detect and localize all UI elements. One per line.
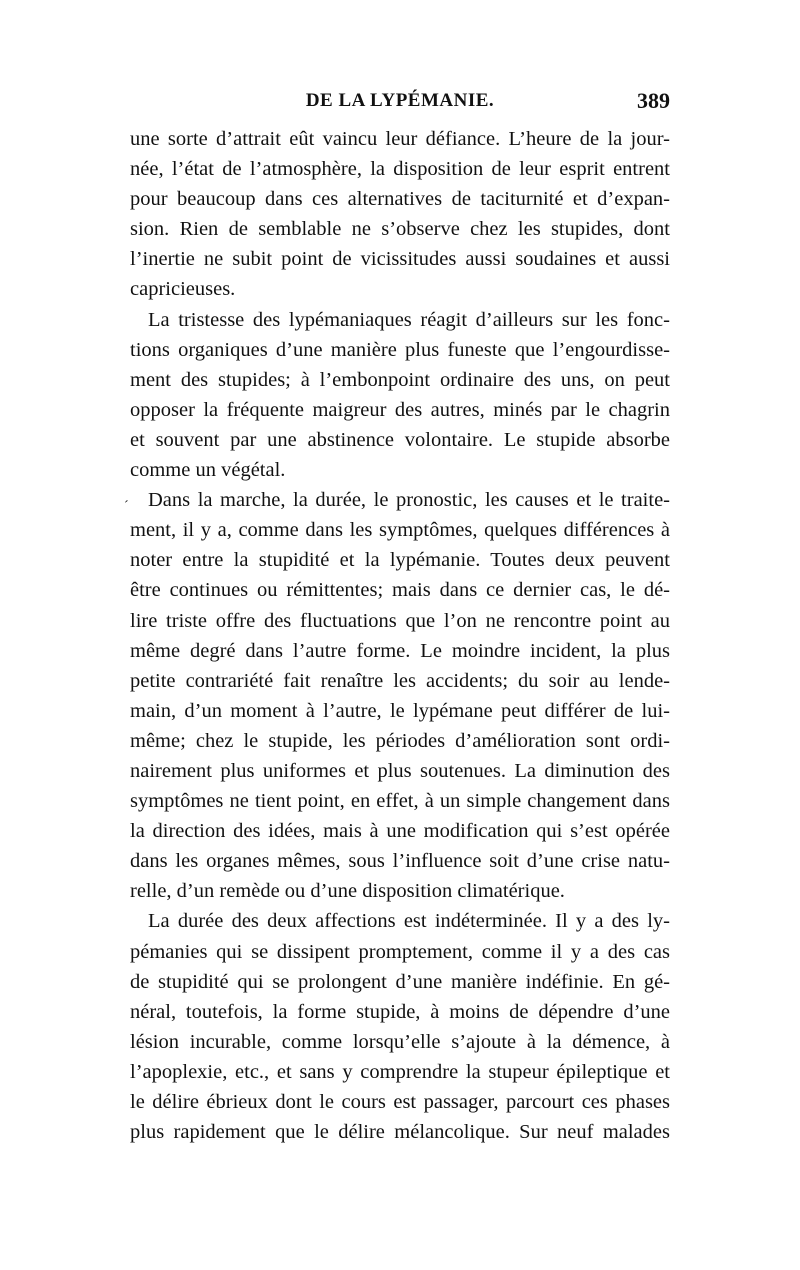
text-line: pour beaucoup dans ces alternatives de taciturnité et d’expan-	[130, 188, 670, 211]
text-line: une sorte d’attrait eût vaincu leur défiance. L’heure de la jour-	[130, 128, 670, 150]
text-line: symptômes ne tient point, en effet, à un simple changement dans	[130, 790, 670, 813]
running-title: DE LA LYPÉMANIE.	[305, 90, 495, 111]
paragraph-start-line: Dans la marche, la durée, le pronostic, les causes et le traite-	[148, 489, 670, 512]
text-line: être continues ou rémittentes; mais dans ce dernier cas, le dé-	[130, 579, 670, 602]
text-line: petite contrariété fait renaître les accidents; du soir au lende-	[130, 669, 670, 692]
text-line: même; chez le stupide, les périodes d’amélioration sont ordi-	[130, 729, 670, 752]
text-line: dans les organes mêmes, sous l’influence soit d’une crise natu-	[130, 850, 670, 873]
text-line: ment des stupides; à l’embonpoint ordinaire des uns, on peut	[130, 368, 670, 391]
paragraph-start-line: La tristesse des lypémaniaques réagit d’ailleurs sur les fonc-	[148, 308, 670, 331]
body-text	[130, 124, 670, 1147]
text-line: noter entre la stupidité et la lypémanie. Toutes deux peuvent	[130, 549, 670, 572]
page-number: 389	[637, 88, 670, 113]
page-header	[130, 90, 670, 120]
text-line: relle, d’un remède ou d’une disposition climatérique.	[130, 880, 565, 903]
text-line: comme un végétal.	[130, 459, 286, 482]
text-line: la direction des idées, mais à une modification qui s’est opérée	[130, 820, 670, 843]
text-line: pémanies qui se dissipent promptement, comme il y a des cas	[130, 940, 670, 963]
text-line: de stupidité qui se prolongent d’une manière indéfinie. En gé-	[130, 970, 670, 993]
text-line: née, l’état de l’atmosphère, la disposition de leur esprit entrent	[130, 158, 670, 181]
text-line: lésion incurable, comme lorsqu’elle s’ajoute à la démence, à	[130, 1030, 670, 1053]
text-line: plus rapidement que le délire mélancolique. Sur neuf malades	[130, 1121, 670, 1144]
margin-mark: ´	[124, 499, 129, 514]
text-line: opposer la fréquente maigreur des autres, minés par le chagrin	[130, 398, 670, 421]
paragraph-start-line: La durée des deux affections est indéterminée. Il y a des ly-	[148, 910, 670, 933]
text-line: et souvent par une abstinence volontaire. Le stupide absorbe	[130, 428, 670, 451]
text-line: ment, il y a, comme dans les symptômes, quelques différences à	[130, 519, 670, 542]
text-line: lire triste offre des fluctuations que l’on ne rencontre point au	[130, 609, 670, 632]
text-line: nairement plus uniformes et plus soutenues. La diminution des	[130, 759, 670, 782]
text-line: l’apoplexie, etc., et sans y comprendre la stupeur épileptique et	[130, 1060, 670, 1083]
text-line: capricieuses.	[130, 278, 236, 301]
text-line: le délire ébrieux dont le cours est passager, parcourt ces phases	[130, 1091, 670, 1113]
text-line: tions organiques d’une manière plus funeste que l’engourdisse-	[130, 338, 670, 361]
text-line: sion. Rien de semblable ne s’observe chez les stupides, dont	[130, 218, 670, 241]
text-line: main, d’un moment à l’autre, le lypémane peut différer de lui-	[130, 699, 670, 722]
text-line: l’inertie ne subit point de vicissitudes aussi soudaines et aussi	[130, 248, 670, 271]
text-line: néral, toutefois, la forme stupide, à moins de dépendre d’une	[130, 1000, 670, 1023]
text-line: même degré dans l’autre forme. Le moindre incident, la plus	[130, 639, 670, 662]
